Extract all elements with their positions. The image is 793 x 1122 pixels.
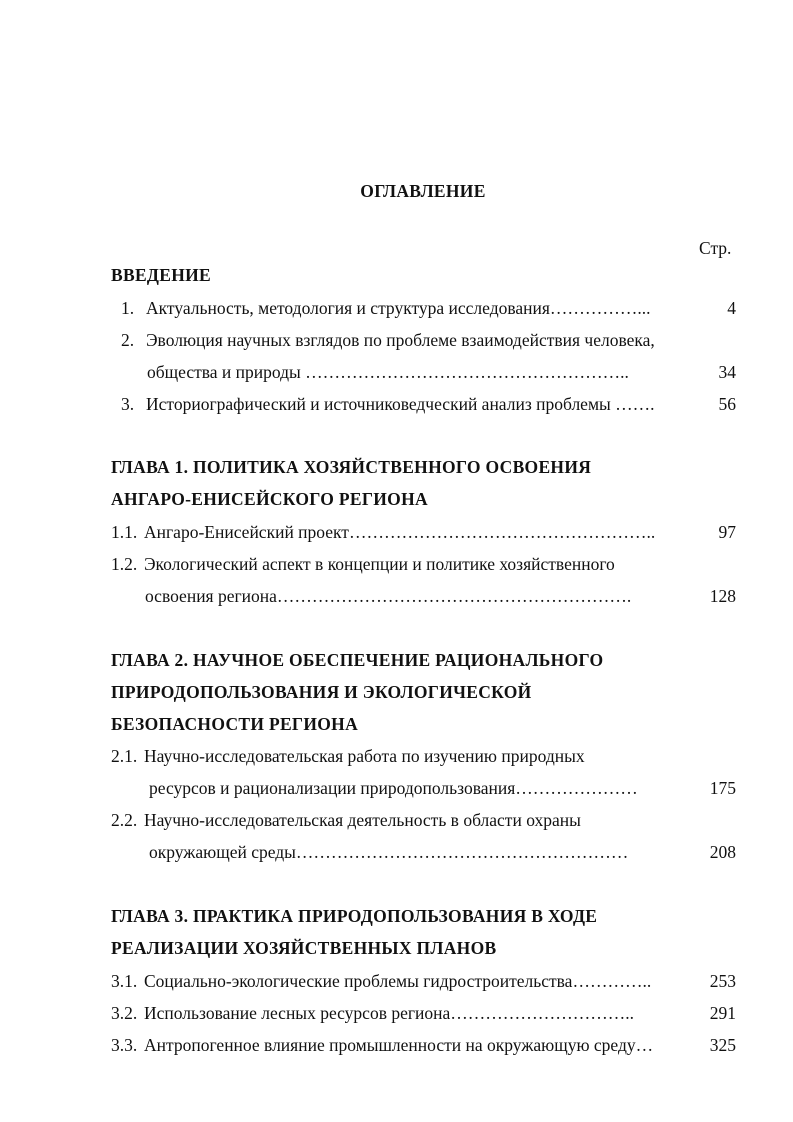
entry-text: освоения региона……………………………………………………. bbox=[145, 586, 632, 606]
page-number: 325 bbox=[709, 1035, 736, 1055]
toc-entry-intro-2-cont[interactable] bbox=[147, 362, 629, 383]
toc-entry-1-2[interactable] bbox=[111, 554, 615, 575]
entry-number: 2. bbox=[121, 330, 135, 350]
chapter-heading-1-line2: АНГАРО-ЕНИСЕЙСКОГО РЕГИОНА bbox=[111, 489, 428, 509]
page-column-label: Стр. bbox=[699, 238, 732, 258]
entry-text: Экологический аспект в концепции и политике хозяйственного bbox=[144, 554, 615, 574]
toc-entry-3-1[interactable] bbox=[111, 971, 651, 992]
toc-entry-1-2-cont[interactable] bbox=[145, 586, 631, 607]
toc-entry-2-2-cont[interactable] bbox=[149, 842, 628, 863]
page-number: 175 bbox=[709, 778, 736, 798]
entry-text: Ангаро-Енисейский проект…………………………………………….. bbox=[144, 522, 656, 542]
page-number: 208 bbox=[709, 842, 736, 862]
entry-text: Историографический и источниковедческий анализ проблемы ……. bbox=[146, 394, 655, 414]
entry-number: 3.3. bbox=[111, 1035, 138, 1055]
page-number: 4 bbox=[727, 298, 736, 318]
toc-entry-intro-2[interactable] bbox=[121, 330, 655, 351]
entry-number: 3. bbox=[121, 394, 135, 414]
toc-entry-3-3[interactable] bbox=[111, 1035, 653, 1056]
toc-entry-2-1[interactable] bbox=[111, 746, 585, 767]
toc-title: ОГЛАВЛЕНИЕ bbox=[360, 181, 486, 201]
entry-text: ресурсов и рационализации природопользования………………… bbox=[149, 778, 638, 798]
entry-text: Научно-исследовательская работа по изучению природных bbox=[144, 746, 585, 766]
toc-entry-3-2[interactable] bbox=[111, 1003, 634, 1024]
entry-text: Актуальность, методология и структура исследования……………... bbox=[146, 298, 651, 318]
entry-number: 1. bbox=[121, 298, 135, 318]
entry-number: 1.1. bbox=[111, 522, 138, 542]
toc-entry-1-1[interactable] bbox=[111, 522, 655, 543]
entry-number: 3.2. bbox=[111, 1003, 138, 1023]
toc-entry-2-1-cont[interactable] bbox=[149, 778, 638, 799]
entry-text: Использование лесных ресурсов региона………………………….. bbox=[144, 1003, 635, 1023]
chapter-heading-2-line3: БЕЗОПАСНОСТИ РЕГИОНА bbox=[111, 714, 359, 734]
toc-entry-intro-1[interactable] bbox=[121, 298, 651, 319]
toc-entry-2-2[interactable] bbox=[111, 810, 581, 831]
page-number: 253 bbox=[709, 971, 736, 991]
entry-number: 2.2. bbox=[111, 810, 138, 830]
chapter-heading-3-line2: РЕАЛИЗАЦИИ ХОЗЯЙСТВЕННЫХ ПЛАНОВ bbox=[111, 938, 497, 958]
page-number: 97 bbox=[718, 522, 736, 542]
entry-text: Научно-исследовательская деятельность в области охраны bbox=[144, 810, 581, 830]
page-number: 291 bbox=[709, 1003, 736, 1023]
toc-entry-intro-3[interactable] bbox=[121, 394, 655, 415]
chapter-heading-3-line1: ГЛАВА 3. ПРАКТИКА ПРИРОДОПОЛЬЗОВАНИЯ В ХОДЕ bbox=[111, 906, 598, 926]
entry-text: Эволюция научных взглядов по проблеме взаимодействия человека, bbox=[146, 330, 655, 350]
chapter-heading-1-line1: ГЛАВА 1. ПОЛИТИКА ХОЗЯЙСТВЕННОГО ОСВОЕНИЯ bbox=[111, 457, 592, 477]
entry-number: 1.2. bbox=[111, 554, 138, 574]
page-number: 128 bbox=[709, 586, 736, 606]
section-heading-introduction: ВВЕДЕНИЕ bbox=[111, 265, 212, 285]
entry-text: окружающей среды………………………………………………… bbox=[149, 842, 629, 862]
entry-text: Социально-экологические проблемы гидростроительства………….. bbox=[144, 971, 652, 991]
entry-text: Антропогенное влияние промышленности на окружающую среду… bbox=[144, 1035, 654, 1055]
page-number: 34 bbox=[718, 362, 736, 382]
entry-number: 3.1. bbox=[111, 971, 138, 991]
entry-text: общества и природы ……………………………………………….. bbox=[147, 362, 629, 382]
entry-number: 2.1. bbox=[111, 746, 138, 766]
page-number: 56 bbox=[718, 394, 736, 414]
chapter-heading-2-line1: ГЛАВА 2. НАУЧНОЕ ОБЕСПЕЧЕНИЕ РАЦИОНАЛЬНОГО bbox=[111, 650, 604, 670]
chapter-heading-2-line2: ПРИРОДОПОЛЬЗОВАНИЯ И ЭКОЛОГИЧЕСКОЙ bbox=[111, 682, 532, 702]
